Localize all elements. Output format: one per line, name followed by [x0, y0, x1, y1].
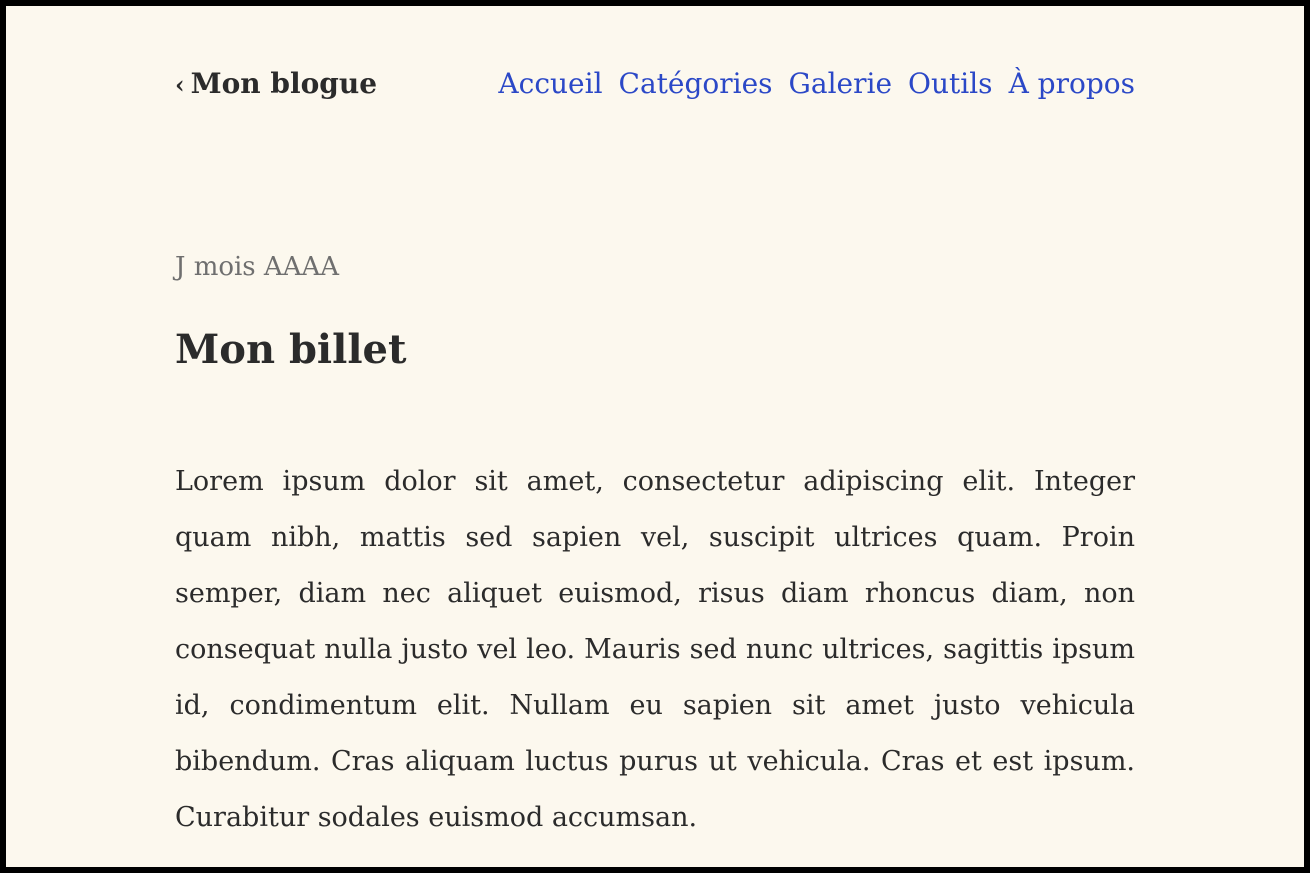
nav-link-outils[interactable]: Outils — [908, 66, 993, 100]
nav-link-galerie[interactable]: Galerie — [788, 66, 893, 100]
main-nav — [498, 67, 1135, 100]
site-header — [175, 61, 1135, 105]
blog-title: Mon blogue — [190, 66, 378, 100]
chevron-left-icon: ‹ — [175, 69, 185, 99]
page-frame — [6, 6, 1304, 867]
nav-link-categories[interactable]: Catégories — [618, 66, 773, 100]
blog-home-link[interactable] — [175, 67, 377, 100]
post-body: Lorem ipsum dolor sit amet, consectetur adipiscing elit. Integer quam nibh, mattis sed sapien vel, suscipit ultrices quam. Proin semper, diam nec aliquet euismod, risus diam rhoncus diam, non consequat nulla justo vel leo. Mauris sed nunc ultrices, sagittis ipsum id, condimentum elit. Nullam eu sapien sit amet justo vehicula bibendum. Cras aliquam luctus purus ut vehicula. Cras et est ipsum. Curabitur sodales euismod accumsan. — [175, 466, 1135, 833]
post-title: Mon billet — [175, 326, 407, 373]
post-date: J mois AAAA — [175, 252, 340, 282]
nav-link-accueil[interactable]: Accueil — [498, 66, 603, 100]
nav-link-a-propos[interactable]: À propos — [1008, 66, 1135, 100]
